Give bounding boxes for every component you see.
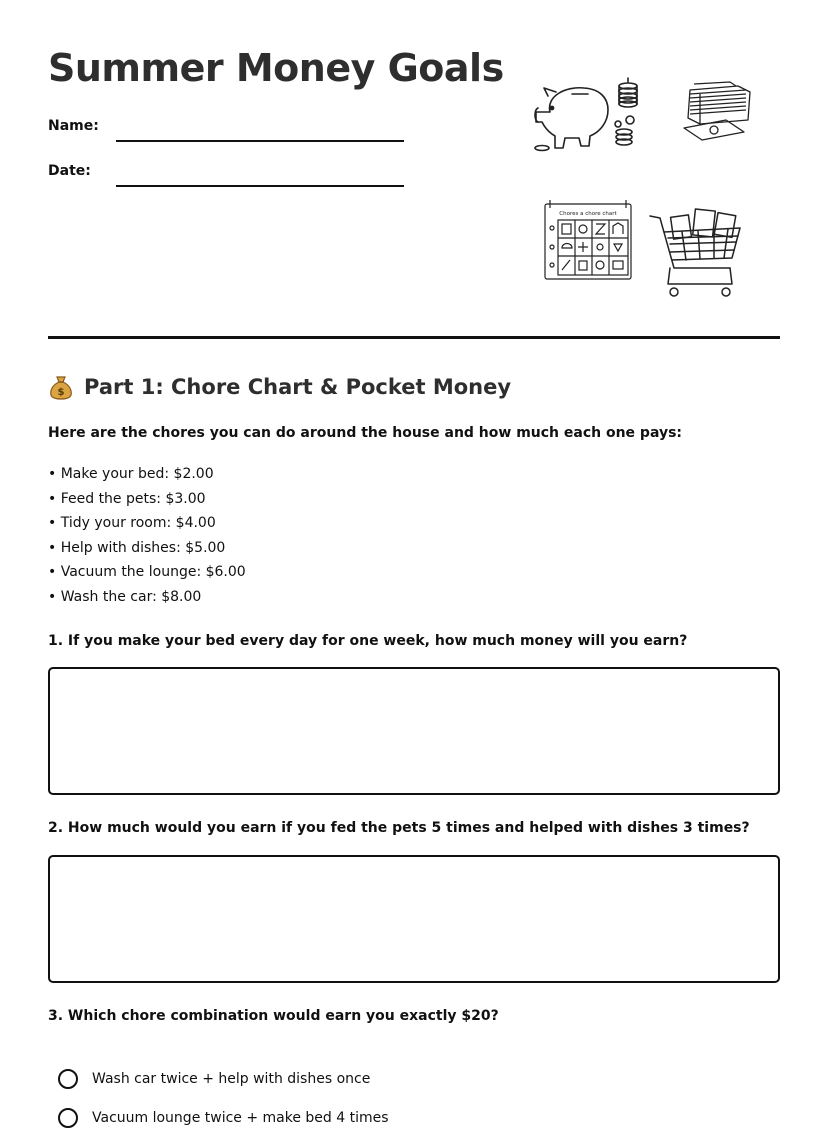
date-label: Date: (48, 163, 91, 179)
chore-item: • Wash the car: $8.00 (48, 588, 246, 613)
chore-item: • Feed the pets: $3.00 (48, 490, 246, 515)
worksheet-title: Summer Money Goals (48, 46, 504, 90)
option-label: Wash car twice + help with dishes once (92, 1071, 371, 1087)
chore-item: • Help with dishes: $5.00 (48, 539, 246, 564)
question-2: 2. How much would you earn if you fed the pets 5 times and helped with dishes 3 times? (48, 820, 750, 836)
banknotes-icon (680, 80, 756, 144)
part1-heading (48, 374, 511, 400)
question-3: 3. Which chore combination would earn you exactly $20? (48, 1008, 499, 1024)
chore-list (48, 465, 246, 613)
answer-box-2[interactable] (48, 855, 780, 983)
radio-button[interactable] (58, 1108, 78, 1128)
chore-chart-caption: Chores a chore chart (559, 211, 617, 217)
name-field[interactable] (48, 118, 404, 134)
answer-box-1[interactable] (48, 667, 780, 795)
chore-chart-icon (542, 198, 634, 282)
part1-intro: Here are the chores you can do around the house and how much each one pays: (48, 425, 683, 441)
section-divider (48, 336, 780, 339)
chore-item: • Tidy your room: $4.00 (48, 514, 246, 539)
name-label: Name: (48, 118, 99, 134)
chore-item: • Make your bed: $2.00 (48, 465, 246, 490)
piggy-bank-icon (532, 74, 644, 154)
answer-option-1[interactable] (58, 1069, 370, 1089)
date-field[interactable] (48, 163, 404, 179)
answer-option-2[interactable] (58, 1108, 389, 1128)
name-line[interactable] (116, 140, 404, 142)
date-line[interactable] (116, 185, 404, 187)
money-bag-icon (48, 374, 74, 400)
shopping-cart-icon (648, 206, 744, 300)
question-1: 1. If you make your bed every day for one week, how much money will you earn? (48, 633, 688, 649)
radio-button[interactable] (58, 1069, 78, 1089)
chore-item: • Vacuum the lounge: $6.00 (48, 563, 246, 588)
option-label: Vacuum lounge twice + make bed 4 times (92, 1110, 389, 1126)
part1-title: Part 1: Chore Chart & Pocket Money (84, 375, 512, 399)
svg-text:$: $ (57, 387, 65, 398)
